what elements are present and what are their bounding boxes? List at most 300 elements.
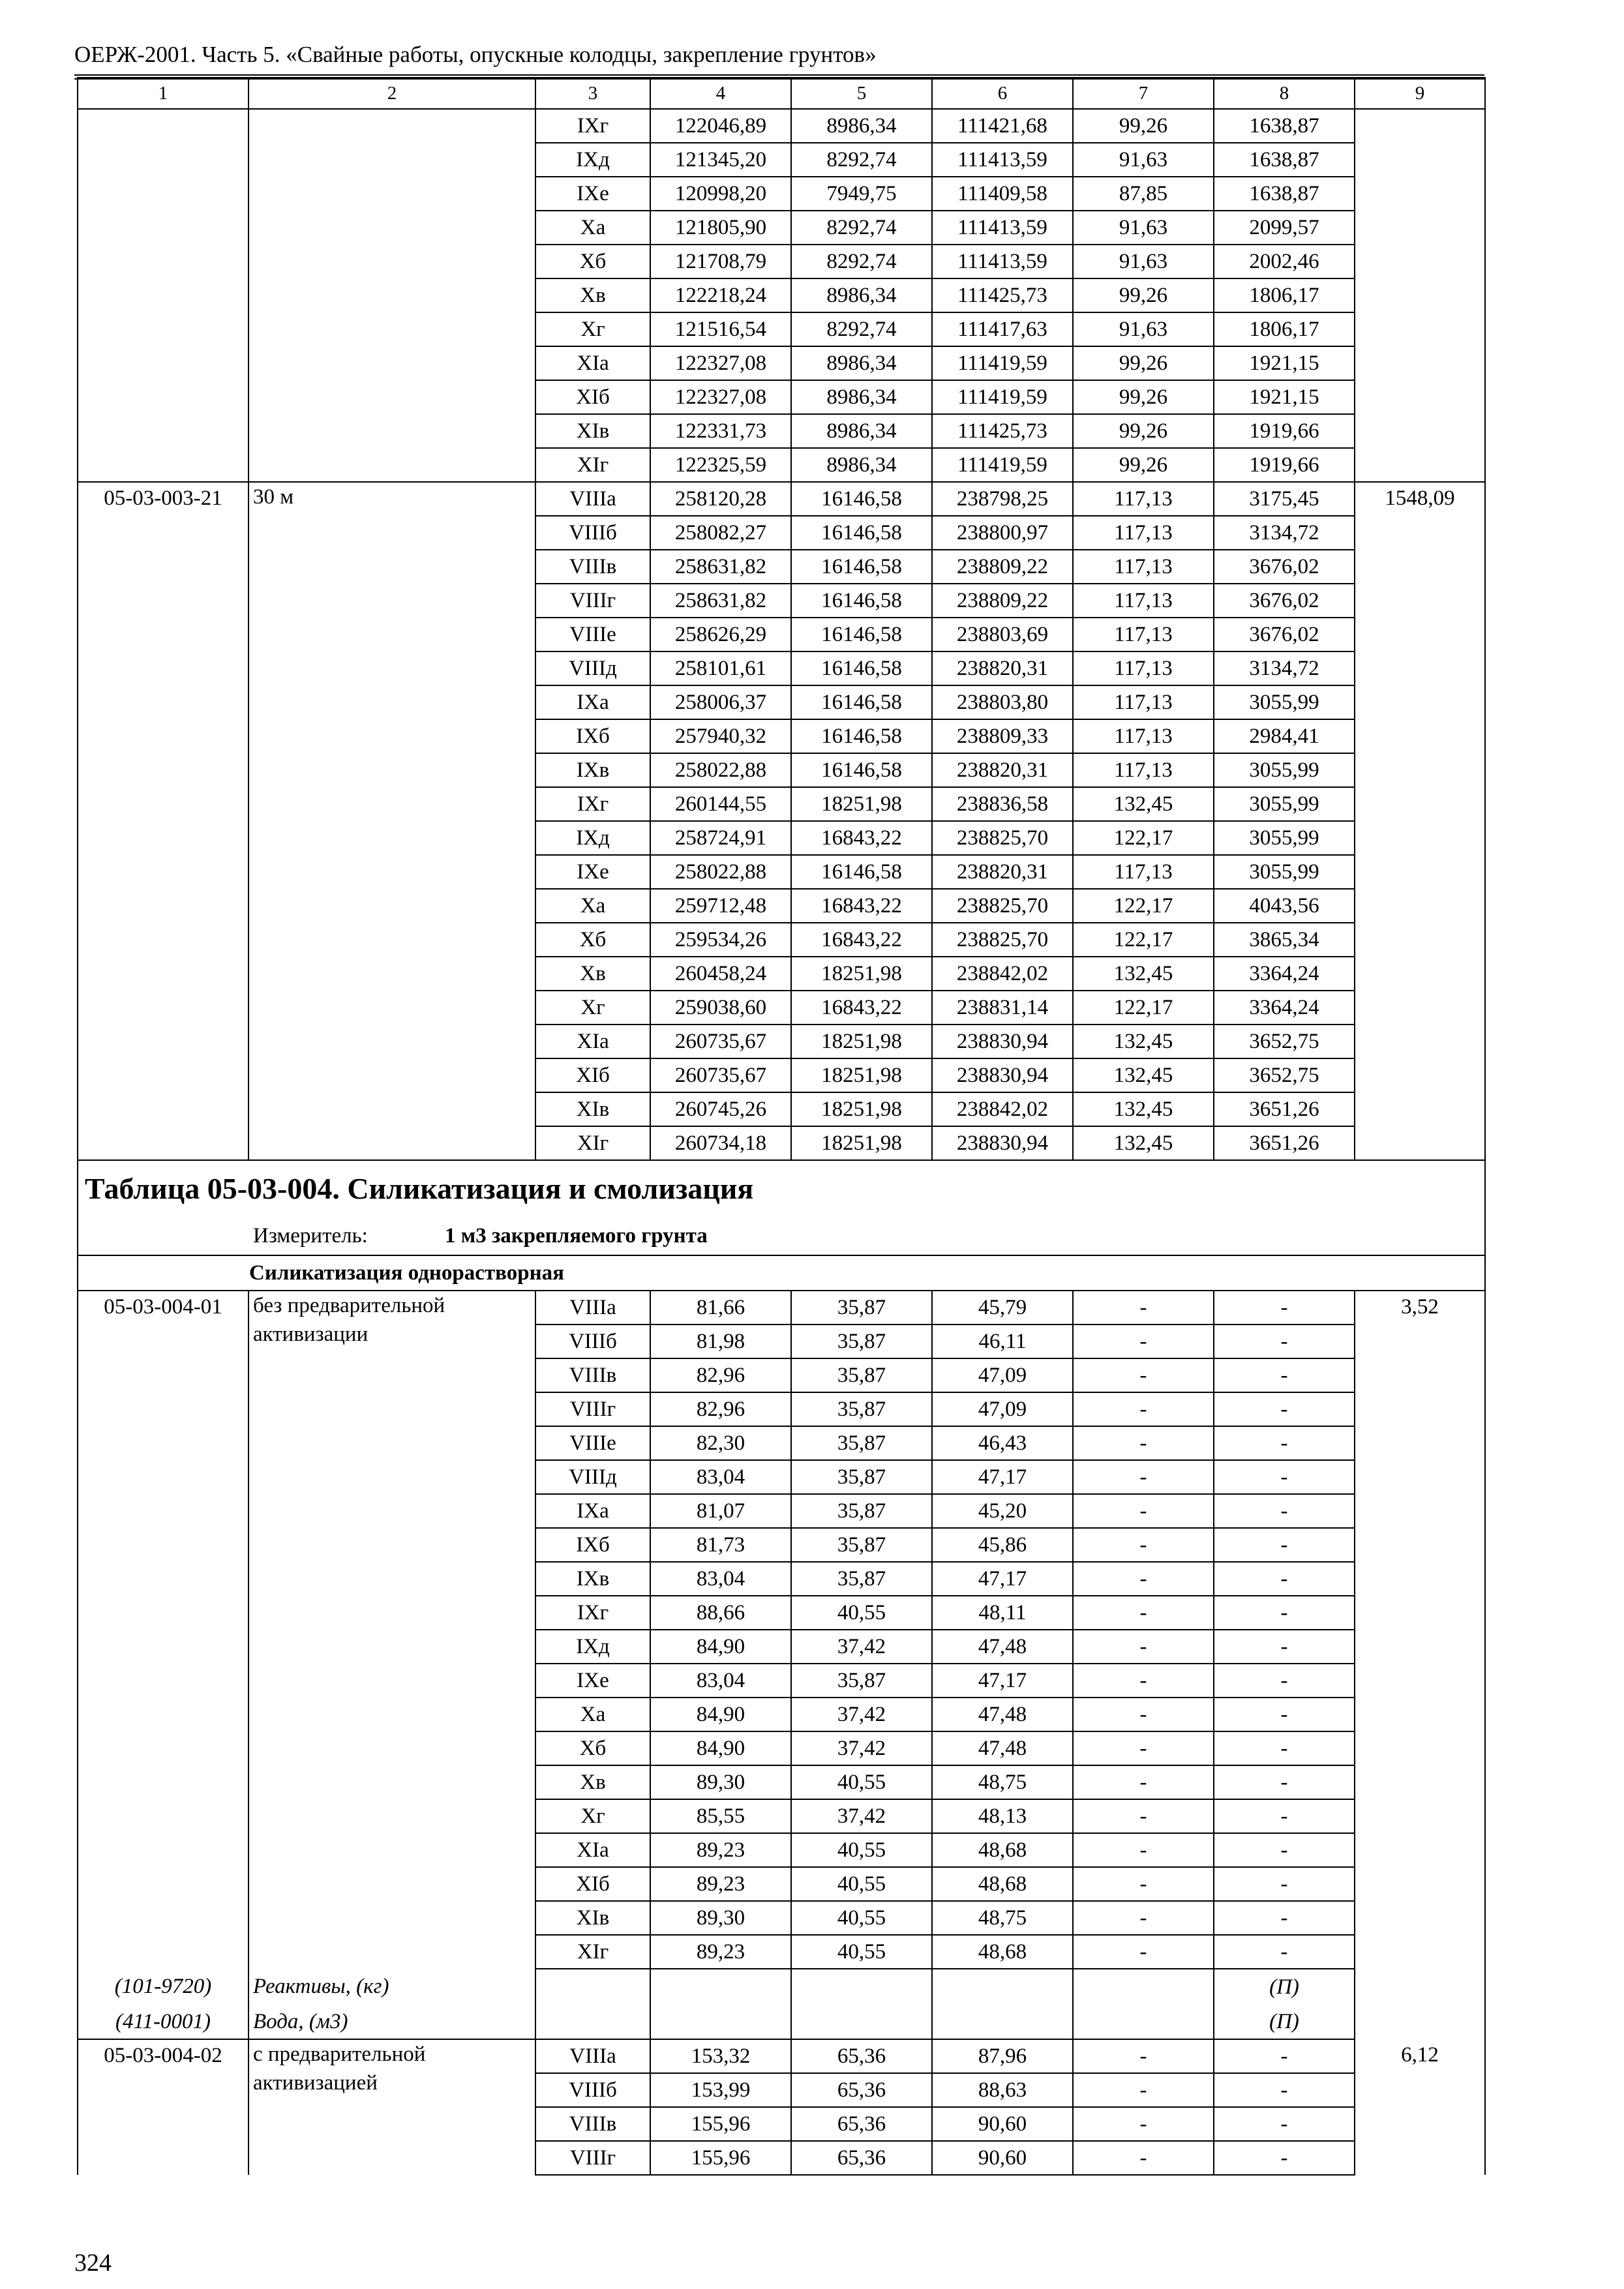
territory-zone: IXд (535, 1630, 650, 1664)
territory-zone: XIг (535, 448, 650, 482)
rate-cell: 35,87 (791, 1392, 932, 1426)
territory-zone: VIIIа (535, 1291, 650, 1324)
rate-cell: 8986,34 (791, 278, 932, 312)
rate-code: 05-03-004-01 (78, 1291, 248, 1969)
rate-cell: 18251,98 (791, 957, 932, 991)
rate-cell: 1638,87 (1214, 177, 1355, 211)
rate-cell: 238803,69 (932, 618, 1073, 651)
rate-cell: - (1214, 2141, 1355, 2175)
rate-cell: - (1073, 1494, 1214, 1528)
territory-zone: VIIIб (535, 1324, 650, 1358)
rate-cell: 117,13 (1073, 685, 1214, 719)
rate-cell: 16146,58 (791, 516, 932, 550)
column-number: 4 (650, 78, 791, 109)
resource-note: (П) (1214, 2004, 1355, 2039)
rate-cell: 87,96 (932, 2039, 1073, 2073)
rate-cell: 238825,70 (932, 889, 1073, 923)
rate-cell: 3055,99 (1214, 821, 1355, 855)
rate-cell: 91,63 (1073, 245, 1214, 278)
rate-cell: 238842,02 (932, 1092, 1073, 1126)
rate-cell: - (1073, 1867, 1214, 1901)
rate-cell: 8986,34 (791, 346, 932, 380)
rate-cell: 8986,34 (791, 380, 932, 414)
rate-cell: - (1073, 1291, 1214, 1324)
column-number: 6 (932, 78, 1073, 109)
rate-cell: 46,43 (932, 1426, 1073, 1460)
territory-zone: Xа (535, 211, 650, 245)
rate-cell: 258006,37 (650, 685, 791, 719)
page-header-title: ОЕРЖ-2001. Часть 5. «Свайные работы, опускные колодцы, закрепление грунтов» (74, 42, 877, 67)
territory-zone: IXв (535, 753, 650, 787)
rate-cell: 90,60 (932, 2141, 1073, 2175)
rate-cell: 35,87 (791, 1528, 932, 1562)
rate-cell: 45,79 (932, 1291, 1073, 1324)
rate-cell: - (1214, 1630, 1355, 1664)
rate-cell: 111419,59 (932, 346, 1073, 380)
column-number: 2 (248, 78, 535, 109)
rate-cell: - (1214, 1494, 1355, 1528)
rate-cell: 132,45 (1073, 1092, 1214, 1126)
rate-cell: - (1073, 1562, 1214, 1596)
rate-cell: 48,75 (932, 1901, 1073, 1935)
rate-cell: 258120,28 (650, 482, 791, 516)
rate-cell: 8986,34 (791, 414, 932, 448)
column-number: 8 (1214, 78, 1355, 109)
rate-cell: 260745,26 (650, 1092, 791, 1126)
rate-cell: 120998,20 (650, 177, 791, 211)
rate-cell: 258082,27 (650, 516, 791, 550)
rate-cell: - (1214, 1833, 1355, 1867)
rate-cell: 16146,58 (791, 855, 932, 889)
territory-zone: VIIIе (535, 618, 650, 651)
territory-zone: XIб (535, 1058, 650, 1092)
rate-cell: 65,36 (791, 2039, 932, 2073)
rate-cell: 16146,58 (791, 651, 932, 685)
work-name (248, 482, 535, 1160)
rate-cell: 3676,02 (1214, 550, 1355, 584)
territory-zone: XIв (535, 1901, 650, 1935)
rate-cell: - (1214, 1901, 1355, 1935)
rate-cell: 48,13 (932, 1799, 1073, 1833)
rate-cell: 18251,98 (791, 1058, 932, 1092)
rate-cell: 132,45 (1073, 1025, 1214, 1058)
rate-cell: 122,17 (1073, 923, 1214, 957)
territory-zone: Xб (535, 245, 650, 278)
rate-cell: 238803,80 (932, 685, 1073, 719)
rate-cell: 37,42 (791, 1698, 932, 1731)
rate-cell: 48,11 (932, 1596, 1073, 1630)
territory-zone: Xа (535, 889, 650, 923)
rate-cell: 16843,22 (791, 923, 932, 957)
rate-cell: 132,45 (1073, 1126, 1214, 1160)
rate-cell: 1921,15 (1214, 380, 1355, 414)
column-number-row (78, 78, 1485, 109)
rate-cell: - (1073, 1833, 1214, 1867)
rate-cell: 1806,17 (1214, 312, 1355, 346)
rate-cell: 111419,59 (932, 380, 1073, 414)
rate-cell: 8292,74 (791, 312, 932, 346)
rate-cell: 117,13 (1073, 516, 1214, 550)
empty-cell (650, 2004, 791, 2039)
rate-cell: 35,87 (791, 1494, 932, 1528)
work-name-text: 30 м (253, 485, 294, 509)
rate-cell: 4043,56 (1214, 889, 1355, 923)
rate-cell: 47,48 (932, 1731, 1073, 1765)
rate-cell: - (1214, 2073, 1355, 2107)
rate-cell: 16146,58 (791, 550, 932, 584)
rate-cell: 238830,94 (932, 1126, 1073, 1160)
rate-cell: - (1214, 1358, 1355, 1392)
rate-cell: - (1214, 1324, 1355, 1358)
rate-cell: 8986,34 (791, 109, 932, 143)
rate-cell: - (1073, 1426, 1214, 1460)
rate-cell: 47,17 (932, 1562, 1073, 1596)
rate-cell: 47,17 (932, 1460, 1073, 1494)
rate-cell: 260458,24 (650, 957, 791, 991)
resource-code: (101-9720) (78, 1969, 248, 2004)
rate-cell: 47,09 (932, 1392, 1073, 1426)
rate-cell: 99,26 (1073, 278, 1214, 312)
rate-code: 05-03-003-21 (78, 482, 248, 1160)
labor-cost: 1548,09 (1355, 482, 1485, 1160)
rate-cell: 91,63 (1073, 312, 1214, 346)
territory-zone: IXв (535, 1562, 650, 1596)
rate-cell: 99,26 (1073, 109, 1214, 143)
rate-cell: 3055,99 (1214, 753, 1355, 787)
rate-cell: 117,13 (1073, 618, 1214, 651)
resource-row (78, 2004, 1485, 2039)
rate-cell: 35,87 (791, 1664, 932, 1698)
territory-zone: VIIIа (535, 482, 650, 516)
rate-cell: 258022,88 (650, 753, 791, 787)
rate-cell: - (1214, 1426, 1355, 1460)
rate-cell: 89,30 (650, 1901, 791, 1935)
rate-cell: - (1073, 1324, 1214, 1358)
rate-cell: 238825,70 (932, 821, 1073, 855)
rate-cell: 35,87 (791, 1562, 932, 1596)
rate-cell: 16146,58 (791, 685, 932, 719)
rate-cell: 117,13 (1073, 651, 1214, 685)
rate-cell: 46,11 (932, 1324, 1073, 1358)
rate-cell: 111419,59 (932, 448, 1073, 482)
rate-cell: 3134,72 (1214, 651, 1355, 685)
rate-cell: 40,55 (791, 1596, 932, 1630)
rate-cell: 47,09 (932, 1358, 1073, 1392)
rate-cell: 238830,94 (932, 1058, 1073, 1092)
territory-zone: VIIIб (535, 2073, 650, 2107)
rate-cell: 3175,45 (1214, 482, 1355, 516)
rate-cell: 45,86 (932, 1528, 1073, 1562)
table-row (78, 109, 1485, 143)
rate-cell: 132,45 (1073, 787, 1214, 821)
rate-cell: 111425,73 (932, 278, 1073, 312)
rate-cell: 8292,74 (791, 245, 932, 278)
empty-cell (650, 1969, 791, 2004)
rate-cell: 238820,31 (932, 855, 1073, 889)
rate-cell: 1806,17 (1214, 278, 1355, 312)
rate-cell: 16146,58 (791, 753, 932, 787)
rate-cell: - (1214, 1392, 1355, 1426)
table-row (78, 482, 1485, 516)
section-title: Таблица 05-03-004. Силикатизация и смолизация (78, 1160, 1485, 1217)
rate-cell: 47,17 (932, 1664, 1073, 1698)
empty-cell (1073, 2004, 1214, 2039)
rate-cell: 3364,24 (1214, 957, 1355, 991)
rate-cell: 122,17 (1073, 889, 1214, 923)
rate-cell: 48,68 (932, 1935, 1073, 1969)
territory-zone: XIг (535, 1126, 650, 1160)
empty-cell (1073, 1969, 1214, 2004)
rate-cell: 259534,26 (650, 923, 791, 957)
rate-cell: 260734,18 (650, 1126, 791, 1160)
rate-cell: 117,13 (1073, 719, 1214, 753)
territory-zone: VIIIд (535, 651, 650, 685)
territory-zone: VIIIв (535, 2107, 650, 2141)
rate-cell: 2002,46 (1214, 245, 1355, 278)
rate-cell: - (1214, 1867, 1355, 1901)
territory-zone: Xв (535, 1765, 650, 1799)
rate-cell: 16843,22 (791, 821, 932, 855)
rate-cell: 258022,88 (650, 855, 791, 889)
rate-cell: 89,23 (650, 1833, 791, 1867)
rate-cell: 35,87 (791, 1291, 932, 1324)
rate-cell: - (1073, 2073, 1214, 2107)
territory-zone: IXг (535, 787, 650, 821)
rate-cell: 121516,54 (650, 312, 791, 346)
territory-zone: XIа (535, 346, 650, 380)
column-number: 3 (535, 78, 650, 109)
rate-cell: 37,42 (791, 1731, 932, 1765)
rate-cell: 81,07 (650, 1494, 791, 1528)
rate-cell: 258631,82 (650, 550, 791, 584)
rate-cell: - (1214, 1528, 1355, 1562)
rate-cell: 3055,99 (1214, 787, 1355, 821)
work-name (248, 2039, 535, 2175)
territory-zone: Xг (535, 991, 650, 1025)
column-number: 9 (1355, 78, 1485, 109)
rate-cell: 260735,67 (650, 1058, 791, 1092)
rate-cell: 85,55 (650, 1799, 791, 1833)
rate-cell: 111421,68 (932, 109, 1073, 143)
rate-cell: - (1073, 1901, 1214, 1935)
measure-row (78, 1217, 1485, 1255)
rate-cell: 40,55 (791, 1901, 932, 1935)
rate-cell: 117,13 (1073, 584, 1214, 618)
rate-cell: 111409,58 (932, 177, 1073, 211)
rate-cell: 3055,99 (1214, 685, 1355, 719)
rate-cell: 82,96 (650, 1358, 791, 1392)
rate-cell: 238809,33 (932, 719, 1073, 753)
rate-cell: 16146,58 (791, 618, 932, 651)
rate-cell: 48,75 (932, 1765, 1073, 1799)
rate-cell: 3676,02 (1214, 584, 1355, 618)
rate-cell: 121805,90 (650, 211, 791, 245)
rate-cell: 48,68 (932, 1833, 1073, 1867)
rate-cell: 37,42 (791, 1799, 932, 1833)
rate-cell: 238830,94 (932, 1025, 1073, 1058)
territory-zone: VIIIг (535, 584, 650, 618)
rate-cell: - (1073, 1630, 1214, 1664)
rate-cell: 258626,29 (650, 618, 791, 651)
rate-cell: 1919,66 (1214, 414, 1355, 448)
rate-cell: 89,23 (650, 1867, 791, 1901)
territory-zone: VIIIа (535, 2039, 650, 2073)
territory-zone: IXе (535, 855, 650, 889)
labor-cost: 3,52 (1355, 1291, 1485, 2039)
rate-cell: 8986,34 (791, 448, 932, 482)
rate-cell: 1919,66 (1214, 448, 1355, 482)
rate-cell: 99,26 (1073, 380, 1214, 414)
rate-cell: 260144,55 (650, 787, 791, 821)
rate-cell: 117,13 (1073, 550, 1214, 584)
rate-cell: 3651,26 (1214, 1092, 1355, 1126)
rates-table (77, 77, 1486, 2176)
rate-cell: 238825,70 (932, 923, 1073, 957)
rate-cell: 111413,59 (932, 245, 1073, 278)
empty-cell (791, 1969, 932, 2004)
rate-cell: - (1073, 1664, 1214, 1698)
resource-code: (411-0001) (78, 2004, 248, 2039)
rate-cell: 91,63 (1073, 211, 1214, 245)
rate-cell: 155,96 (650, 2107, 791, 2141)
rate-cell: 16843,22 (791, 889, 932, 923)
territory-zone: VIIIв (535, 1358, 650, 1392)
header-rule-top (74, 74, 1484, 76)
resource-name: Реактивы, (кг) (248, 1969, 535, 2004)
rate-cell: 238831,14 (932, 991, 1073, 1025)
rate-cell: - (1214, 1799, 1355, 1833)
rate-cell: 258724,91 (650, 821, 791, 855)
rate-cell: - (1214, 1731, 1355, 1765)
rate-cell: 3055,99 (1214, 855, 1355, 889)
labor-cost: 6,12 (1355, 2039, 1485, 2175)
rate-cell: 121708,79 (650, 245, 791, 278)
rate-cell: 40,55 (791, 1765, 932, 1799)
rate-cell: 81,73 (650, 1528, 791, 1562)
territory-zone: IXа (535, 685, 650, 719)
territory-zone: IXд (535, 143, 650, 177)
rate-cell: 153,99 (650, 2073, 791, 2107)
rate-cell: 257940,32 (650, 719, 791, 753)
rate-cell: 8292,74 (791, 211, 932, 245)
column-number: 1 (78, 78, 248, 109)
rate-cell: 3676,02 (1214, 618, 1355, 651)
rate-cell: 99,26 (1073, 448, 1214, 482)
rate-cell: 258101,61 (650, 651, 791, 685)
territory-zone: XIг (535, 1935, 650, 1969)
rate-cell: 117,13 (1073, 855, 1214, 889)
rate-cell: - (1073, 1765, 1214, 1799)
territory-zone: XIа (535, 1833, 650, 1867)
rate-cell: 91,63 (1073, 143, 1214, 177)
rate-cell: - (1073, 1460, 1214, 1494)
rate-cell: - (1073, 1528, 1214, 1562)
territory-zone: VIIIе (535, 1426, 650, 1460)
labor-cost (1355, 109, 1485, 482)
rate-cell: 238842,02 (932, 957, 1073, 991)
work-name-text: с предварительной активизацией (253, 2042, 426, 2095)
rate-cell: 82,30 (650, 1426, 791, 1460)
rate-cell: 3652,75 (1214, 1058, 1355, 1092)
empty-cell (535, 1969, 650, 2004)
rate-cell: 3652,75 (1214, 1025, 1355, 1058)
territory-zone: VIIIг (535, 1392, 650, 1426)
rate-cell: 111425,73 (932, 414, 1073, 448)
territory-zone: Xв (535, 278, 650, 312)
rate-cell: 2984,41 (1214, 719, 1355, 753)
rate-cell: 18251,98 (791, 1092, 932, 1126)
rate-cell: 238809,22 (932, 550, 1073, 584)
rate-cell: 16843,22 (791, 991, 932, 1025)
rate-cell: 122218,24 (650, 278, 791, 312)
territory-zone: IXб (535, 719, 650, 753)
rate-cell: 18251,98 (791, 1126, 932, 1160)
territory-zone: Xб (535, 1731, 650, 1765)
rate-cell: - (1073, 2039, 1214, 2073)
rates-table-body (78, 78, 1485, 2175)
rate-cell: 82,96 (650, 1392, 791, 1426)
rate-cell: 40,55 (791, 1833, 932, 1867)
rate-cell: 238809,22 (932, 584, 1073, 618)
resource-row (78, 1969, 1485, 2004)
rate-cell: 122327,08 (650, 380, 791, 414)
territory-zone: IXг (535, 1596, 650, 1630)
empty-cell (932, 1969, 1073, 2004)
rate-cell: 1921,15 (1214, 346, 1355, 380)
work-name (248, 1291, 535, 1969)
rate-cell: 35,87 (791, 1426, 932, 1460)
rate-cell: 84,90 (650, 1731, 791, 1765)
territory-zone: IXе (535, 1664, 650, 1698)
empty-cell (932, 2004, 1073, 2039)
subsection-row (78, 1255, 1485, 1291)
measure-value: 1 м3 закрепляемого грунта (445, 1224, 708, 1248)
rate-cell: 87,85 (1073, 177, 1214, 211)
empty-cell (535, 2004, 650, 2039)
rate-cell: 16146,58 (791, 584, 932, 618)
table-row (78, 1291, 1485, 1324)
rate-cell: - (1214, 1562, 1355, 1596)
rate-cell: 132,45 (1073, 957, 1214, 991)
territory-zone: Xб (535, 923, 650, 957)
work-name-text: без предварительной активизации (253, 1294, 445, 1346)
rate-cell: - (1073, 1596, 1214, 1630)
rate-cell: 99,26 (1073, 346, 1214, 380)
rate-cell: 3364,24 (1214, 991, 1355, 1025)
rate-cell: 88,63 (932, 2073, 1073, 2107)
rate-cell: 89,23 (650, 1935, 791, 1969)
rate-cell: 238820,31 (932, 753, 1073, 787)
rate-cell: 7949,75 (791, 177, 932, 211)
rate-cell: 238836,58 (932, 787, 1073, 821)
rate-cell: - (1214, 1291, 1355, 1324)
rate-cell: - (1214, 1698, 1355, 1731)
rate-cell: - (1073, 1731, 1214, 1765)
territory-zone: XIв (535, 1092, 650, 1126)
territory-zone: VIIIб (535, 516, 650, 550)
empty-cell (791, 2004, 932, 2039)
territory-zone: VIIIг (535, 2141, 650, 2175)
rate-cell: - (1214, 1460, 1355, 1494)
rate-code (78, 109, 248, 482)
rate-cell: 65,36 (791, 2141, 932, 2175)
rate-cell: 117,13 (1073, 482, 1214, 516)
rate-cell: 37,42 (791, 1630, 932, 1664)
resource-name: Вода, (м3) (248, 2004, 535, 2039)
rate-cell: 122046,89 (650, 109, 791, 143)
rate-cell: 40,55 (791, 1935, 932, 1969)
rate-cell: 3865,34 (1214, 923, 1355, 957)
